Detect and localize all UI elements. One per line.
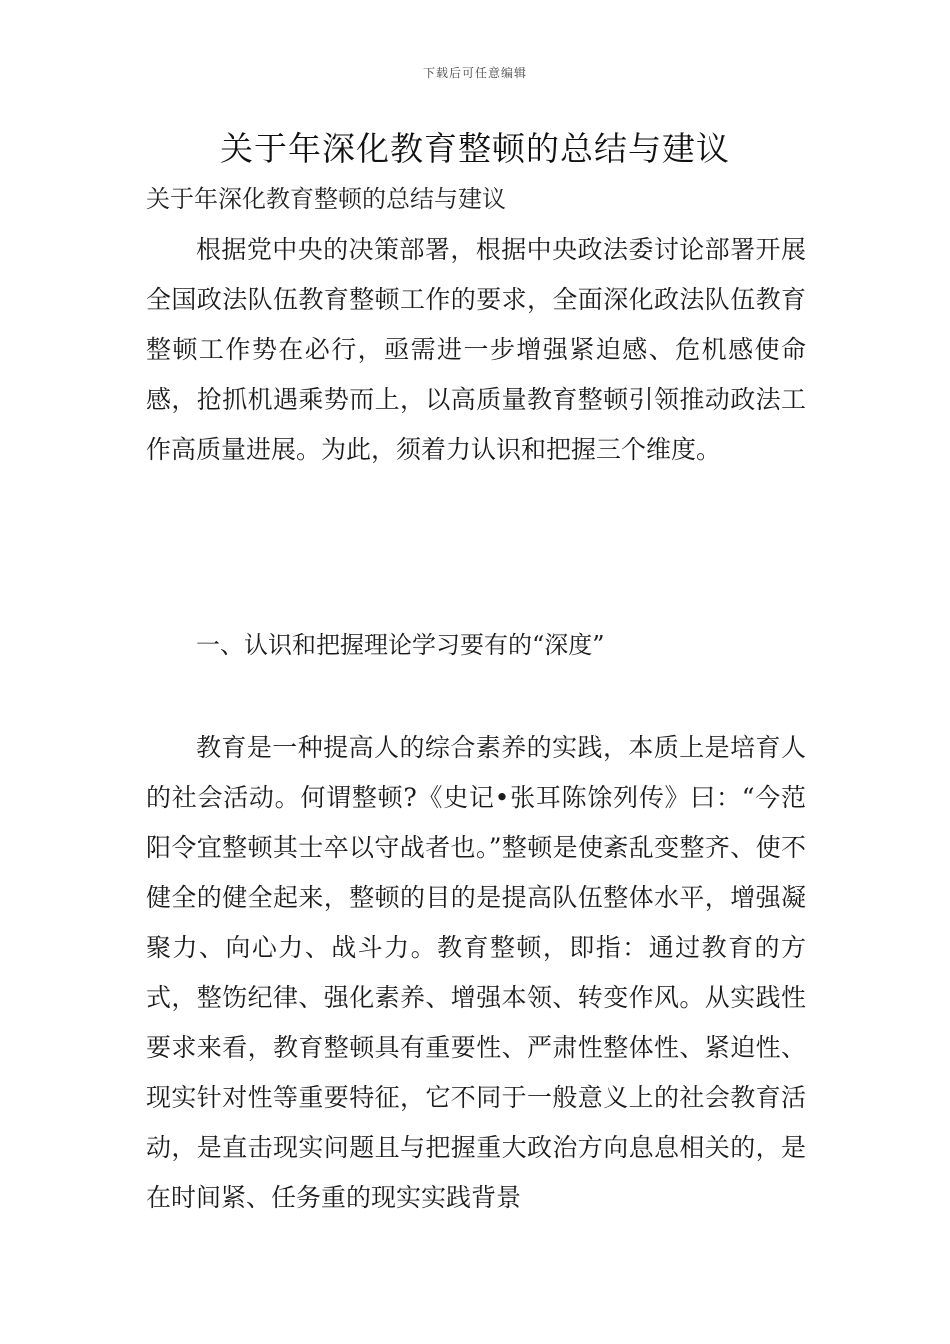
document-title: 关于年深化教育整顿的总结与建议 — [220, 129, 730, 168]
paragraph-intro: 根据党中央的决策部署，根据中央政法委讨论部署开展全国政法队伍教育整顿工作的要求，全面深化政法队伍教育整顿工作势在必行，亟需进一步增强紧迫感、危机感使命感，抢抓机遇乘势而上，以高质量教育整顿引领推动政法工作高质量进展。为此，须着力认识和把握三个维度。 — [146, 235, 806, 464]
header-note: 下载后可任意编辑 — [422, 66, 527, 80]
section-heading-1: 一、认识和把握理论学习要有的“深度” — [196, 631, 605, 659]
paragraph-section-1: 教育是一种提高人的综合素养的实践，本质上是培育人的社会活动。何谓整顿?《史记•张耳陈馀列传》曰：“今范阳令宜整顿其士卒以守战者也。”整顿是使紊乱变整齐、使不健全的健全起来，整顿的目的是提高队伍整体水平，增强凝聚力、向心力、战斗力。教育整顿，即指：通过教育的方式，整饬纪律、强化素养、增强本领、转变作风。从实践性要求来看，教育整顿具有重要性、严肃性整体性、紧迫性、现实针对性等重要特征，它不同于一般意义上的社会教育活动，是直击现实问题且与把握重大政治方向息息相关的，是在时间紧、任务重的现实实践背景 — [146, 733, 806, 1212]
document-subtitle: 关于年深化教育整顿的总结与建议 — [146, 185, 506, 213]
